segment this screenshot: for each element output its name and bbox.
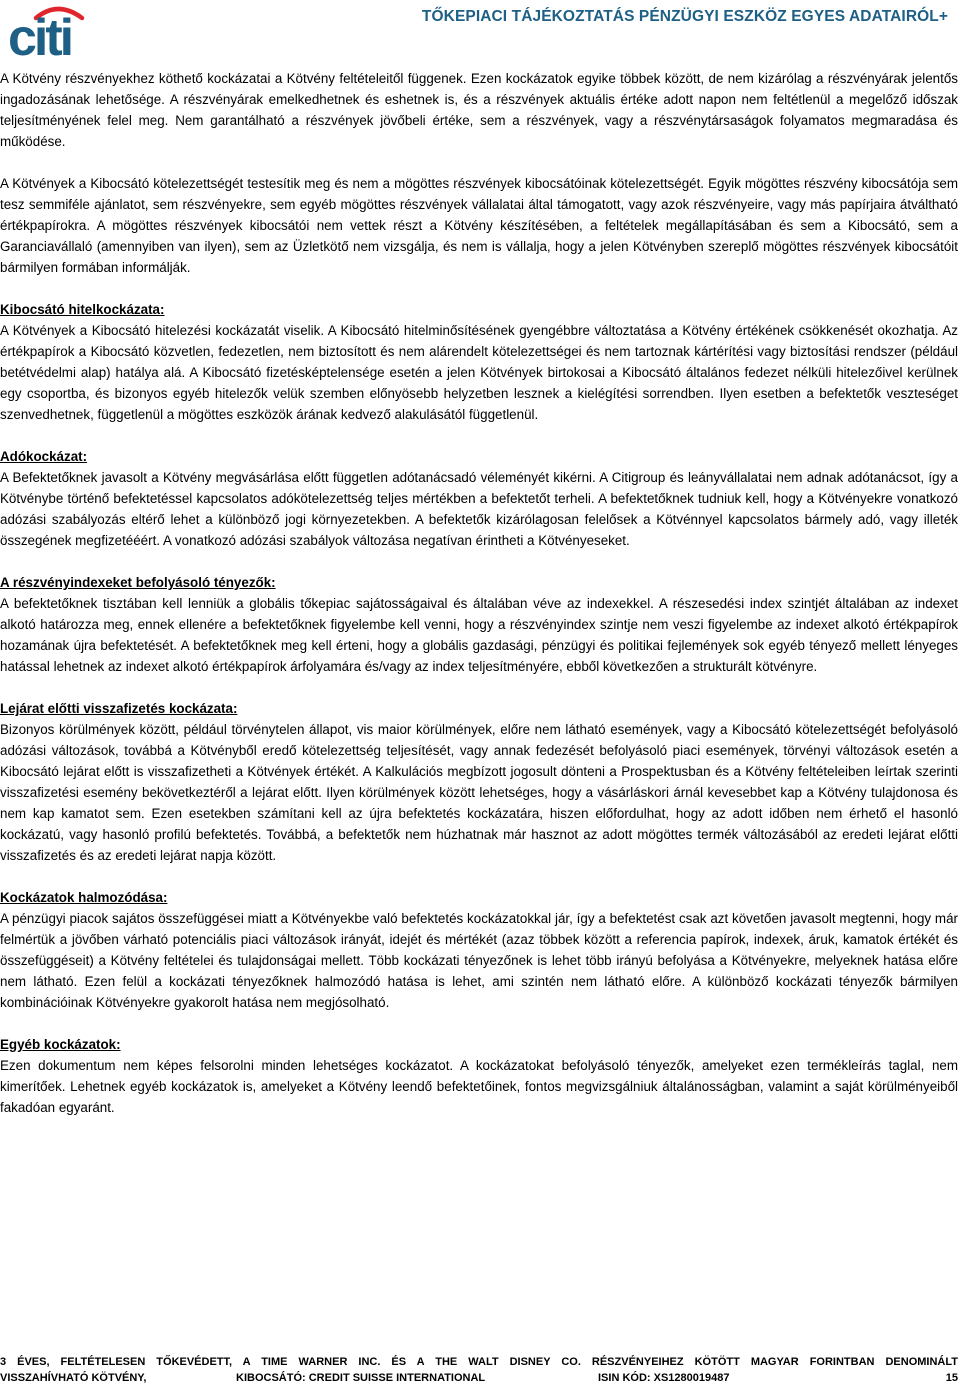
logo-text: citi (8, 9, 72, 58)
page-number: 15 (945, 1372, 958, 1384)
footer-product-name: 3 ÉVES, FELTÉTELESEN TŐKEVÉDETT, A TIME WARNER INC. ÉS A THE WALT DISNEY CO. RÉSZVÉNYEIHEZ KÖTÖTT MAGYAR FORINTBAN DENOMINÁLT (0, 1356, 958, 1368)
section-text: A Befektetőknek javasolt a Kötvény megvásárlása előtt független adótanácsadó véleményét kikérni. A Citigroup és leányvállalatai nem adnak adótanácsot, így a Kötvénybe történő befektetéssel kapcsolatos adókötelezettség teljes mértékben a befektetőt terheli. A befektetőknek tudniuk kell, hogy a Kötvényekre vonatkozó adózási szabályozás eltérő lehet a különböző jogi környezetekben. A befektetők kizárólagosan felelősek a Kötvénnyel kapcsolatos bármely adó, vagy illeték összegének megfizetééért. A vonatkozó adózási szabályok változása negatívan érintheti a Kötvényeseket. (0, 470, 958, 548)
section-text: Bizonyos körülmények között, például törvénytelen állapot, vis maior körülmények, előre nem látható események, vagy a Kibocsátó kötelezettségét befolyásoló adózási változások, továbbá a Kötvényből eredő kötelezettség teljesítését, vagy annak fedezését befolyásoló piaci események, törvényi változások esetén a Kibocsátó lejárat előtt is visszafizetheti a Kötvények értékét. A Kalkulációs megbízott jogosult dönteni a Prospektusban és a Kötvény feltételeiben leírtak szerinti visszafizetési esemény bekövetkeztéről a lejárat előtt. Ilyen körülmények között lehetséges, hogy a vásárláskori árnál kevesebbet kap a Kötvény tulajdonosa és nem kap kamatot sem. Ezen esetekben számítani kell az újra befektetés kockázatára, hiszen előfordulhat, hogy az adott időben nem érhető el hasonló kockázatú, vagy hasonló profilú befektetés. Továbbá, a befektetők nem húzhatnak már hasznot az adott mögöttes termék változásából az eredeti lejárat előtti visszafizetés és az eredeti lejárat napja között. (0, 722, 958, 863)
page-footer (0, 1354, 958, 1386)
section-text: A befektetőknek tisztában kell lenniük a globális tőkepiac sajátosságaival és általában véve az indexekkel. A részesedési index szintjét általában az indexet alkotó határozza meg, ennek ellenére a befektetőknek figyelembe kell venni, hogy a részvényindex szintje nem veszi figyelembe az indexet alkotó értékpapírok hozamának újra befektetését. A befektetőknek meg kell érteni, hogy a globális gazdasági, pénzügyi és politikai fejlemények sok egyéb tényező mellett lényeges hatással lehetnek az indexet alkotó értékpapírok árfolyamára és/vagy az index teljesítményére, ebből következően a strukturált kötvényre. (0, 596, 958, 674)
section (0, 446, 958, 551)
document-title: TŐKEPIACI TÁJÉKOZTATÁS PÉNZÜGYI ESZKÖZ EGYES ADATAIRÓL+ (421, 8, 948, 25)
section (0, 1034, 958, 1118)
section (0, 299, 958, 425)
footer-product-type: VISSZAHÍVHATÓ KÖTVÉNY, (0, 1372, 147, 1384)
section-heading: Kockázatok halmozódása: (0, 890, 168, 905)
page-header (0, 0, 960, 62)
footer-isin: ISIN KÓD: XS1280019487 (598, 1372, 730, 1384)
section-text: Ezen dokumentum nem képes felsorolni minden lehetséges kockázatot. A kockázatokat befolyásoló tényezők, amelyeket ezen termékleírás taglal, nem kimerítőek. Lehetnek egyéb kockázatok is, amelyeket a Kötvény leendő befektetőinek, fontos megvizsgálniuk általánosságban, valamint a saját körülményeiből fakadóan egyaránt. (0, 1058, 958, 1115)
section-heading: A részvényindexeket befolyásoló tényezők: (0, 575, 276, 590)
footer-issuer: KIBOCSÁTÓ: CREDIT SUISSE INTERNATIONAL (236, 1372, 486, 1384)
section (0, 572, 958, 677)
citi-logo (6, 2, 98, 58)
footer-details (0, 1370, 958, 1386)
section-text: A pénzügyi piacok sajátos összefüggései miatt a Kötvényekbe való befektetés kockázatokkal jár, így a befektetést csak azt követően javasolt megtenni, hogy már felmértük a jövőben várható potenciális piaci változások irányát, idejét és mértékét (azaz többek között a referencia papírok, indexek, áruk, kamatok értékét és összefüggéseit) a Kötvény feltételei és tulajdonságai mellett. Több kockázati tényezőnek is lehet több irányú befolyása a Kötvényekre, melyeknek hatása előre nem látható. Ezen felül a kockázati tényezőknek halmozódó hatása is lehet, ami szintén nem látható előre. A különböző kockázati tényezők bármilyen kombinációinak Kötvényekre gyakorolt hatása nem megjósolható. (0, 911, 958, 1010)
section-heading: Kibocsátó hitelkockázata: (0, 302, 165, 317)
document-body (0, 68, 958, 1139)
section-heading: Adókockázat: (0, 449, 88, 464)
section (0, 698, 958, 866)
intro-paragraph: A Kötvények a Kibocsátó kötelezettségét testesítik meg és nem a mögöttes részvények kibocsátóinak kötelezettségét. Egyik mögöttes részvény kibocsátója sem tesz semmiféle ajánlatot, sem részvényekre, sem egyéb mögöttes részvények vállalatai által támogatott, vagy azok részvényeire, vagy más papírjaira átváltható értékpapírokra. A mögöttes részvények kibocsátói nem vettek részt a Kötvény készítésében, a feltételek megállapításában és sem a Kibocsátó, sem a Garanciavállaló (amennyiben van ilyen), sem az Üzletkötő nem vizsgálja, és nem is vállalja, hogy a jelen Kötvényben szereplő mögöttes részvények kibocsátóit bármilyen formában informálják. (0, 176, 958, 275)
section (0, 887, 958, 1013)
section-heading: Lejárat előtti visszafizetés kockázata: (0, 701, 238, 716)
section-heading: Egyéb kockázatok: (0, 1037, 121, 1052)
intro-paragraph: A Kötvény részvényekhez köthető kockázatai a Kötvény feltételeitől függenek. Ezen kockázatok egyike többek között, de nem kizárólag a részvényárak jelentős ingadozásának lehetősége. A részvényárak emelkedhetnek és eshetnek is, és a részvények aktuális értéke adott napon nem feltétlenül a megelőző időszak teljesítményének felel meg. Nem garantálható a részvények jövőbeli értéke, sem a részvények, vagy a részvénytársaságok folyamatos megmaradása és működése. (0, 71, 958, 149)
section-text: A Kötvények a Kibocsátó hitelezési kockázatát viselik. A Kibocsátó hitelminősítésének gyengébbre változtatása a Kötvény értékének csökkenését okozhatja. Az értékpapírok a Kibocsátó közvetlen, fedezetlen, nem biztosított és nem alárendelt kötelezettségei és nem tartoznak kártérítési vagy biztosítási rendszer (például betétvédelmi alap) hatálya alá. A Kibocsátó fizetésképtelensége esetén a jelen Kötvények birtokosai a Kibocsátó általános fedezet nélküli hitelezőivel kerülnek egy csoportba, és bizonyos egyéb hitelezők velük szemben előnyösebb helyzetben lesznek a kielégítési sorrendben. Ilyen esetben a befektetők veszteséget szenvedhetnek, függetlenül a mögöttes eszközök árának kedvező alakulásától függetlenül. (0, 323, 958, 422)
